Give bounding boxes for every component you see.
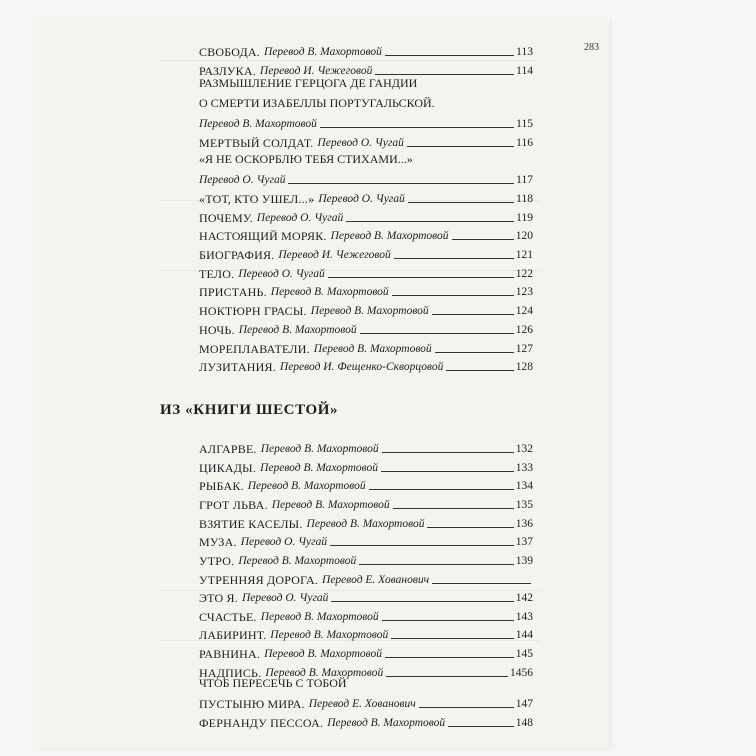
entry-page: 135 <box>515 499 533 511</box>
entry-translator: Перевод О. Чугай <box>256 212 344 224</box>
entry-translator: Перевод О. Чугай <box>238 268 325 280</box>
entry-title-line: ЧТОБ ПЕРЕСЕЧЬ С ТОБОЙ <box>199 676 347 690</box>
entry-page: 132 <box>515 443 533 455</box>
entry-page: 113 <box>516 46 533 58</box>
entry-translator: Перевод В. Махортовой <box>327 717 446 729</box>
entry-page: 123 <box>515 286 533 298</box>
entry-translator: Перевод В. Махортовой <box>270 286 389 298</box>
toc-entry <box>199 352 533 374</box>
entry-page: 139 <box>515 555 533 567</box>
entry-title: ФЕРНАНДУ ПЕССОА. <box>199 716 324 730</box>
entry-translator: Перевод В. Махортовой <box>247 480 366 492</box>
dot-leader <box>407 145 514 147</box>
entry-title: РАЗЛУКА. <box>199 64 256 78</box>
entry-title: ЦИКАДЫ. <box>199 461 257 475</box>
entry-page: 147 <box>515 698 533 710</box>
entry-page: 145 <box>515 648 533 660</box>
entry-page: 120 <box>515 230 533 242</box>
entry-translator: Перевод В. Махортовой <box>310 305 429 317</box>
entry-page: 144 <box>515 629 533 641</box>
entry-translator: Перевод В. Махортовой <box>306 518 425 530</box>
entry-title: РЫБАК. <box>199 479 244 493</box>
entry-page: 133 <box>515 462 533 474</box>
entry-title: МУЗА. <box>199 535 237 549</box>
entry-translator: Перевод В. Махортовой <box>199 118 317 130</box>
toc-entry <box>199 708 533 730</box>
entry-translator: Перевод Е. Хованович <box>308 698 416 710</box>
entry-page: 134 <box>515 480 533 492</box>
entry-page: 127 <box>515 343 533 355</box>
entry-translator: Перевод В. Махортовой <box>264 46 382 58</box>
entry-title: АЛГАРВЕ. <box>199 442 257 456</box>
entry-title: СЧАСТЬЕ. <box>199 610 257 624</box>
entry-title: НАДПИСЬ. <box>199 666 262 680</box>
entry-page: 117 <box>516 174 533 186</box>
entry-title: НОЧЬ. <box>199 323 235 337</box>
entry-title: НАСТОЯЩИЙ МОРЯК. <box>199 229 327 243</box>
entry-translator: Перевод О. Чугай <box>318 193 405 205</box>
entry-page: 116 <box>516 137 533 149</box>
entry-title-line: О СМЕРТИ ИЗАБЕЛЛЫ ПОРТУГАЛЬСКОЙ. <box>199 96 435 110</box>
entry-translator: Перевод О. Чугай <box>199 174 286 186</box>
entry-translator: Перевод В. Махортовой <box>260 443 379 455</box>
dot-leader <box>375 73 514 75</box>
entry-translator: Перевод В. Махортовой <box>238 324 357 336</box>
entry-title: ТЕЛО. <box>199 267 235 281</box>
entry-title: НОКТЮРН ГРАСЫ. <box>199 304 307 318</box>
entry-page: 126 <box>515 324 533 336</box>
entry-title: «ТОТ, КТО УШЕЛ...» <box>199 192 315 206</box>
entry-title: ПРИСТАНЬ. <box>199 285 267 299</box>
entry-translator: Перевод О. Чугай <box>317 137 404 149</box>
entry-page: 114 <box>516 65 533 77</box>
entry-translator: Перевод И. Чежеговой <box>259 65 373 77</box>
dot-leader <box>446 369 513 371</box>
entry-translator: Перевод В. Махортовой <box>270 629 389 641</box>
entry-translator: Перевод В. Махортовой <box>238 555 357 567</box>
entry-translator: Перевод В. Махортовой <box>264 648 382 660</box>
entry-title: ЛУЗИТАНИЯ. <box>199 360 276 374</box>
entry-translator: Перевод В. Махортовой <box>260 462 378 474</box>
entry-title: РАВНИНА. <box>199 647 261 661</box>
page-number: 283 <box>584 42 599 53</box>
dot-leader <box>448 725 514 727</box>
entry-page: 142 <box>515 592 533 604</box>
entry-page: 119 <box>516 212 533 224</box>
entry-page: 136 <box>515 518 533 530</box>
entry-title: ВЗЯТИЕ КАСЕЛЫ. <box>199 517 303 531</box>
entry-page: 122 <box>515 268 533 280</box>
entry-title: ПУСТЫНЮ МИРА. <box>199 697 305 711</box>
entry-page: 148 <box>515 717 533 729</box>
entry-translator: Перевод О. Чугай <box>241 592 329 604</box>
entry-page: 1456 <box>510 667 533 679</box>
entry-page: 124 <box>515 305 533 317</box>
entry-page: 143 <box>515 611 533 623</box>
toc-entry <box>199 56 533 78</box>
entry-page: 128 <box>515 361 533 373</box>
entry-title: ГРОТ ЛЬВА. <box>199 498 268 512</box>
entry-translator: Перевод В. Махортовой <box>330 230 449 242</box>
entry-translator: Перевод В. Махортовой <box>260 611 379 623</box>
section-title: ИЗ «КНИГИ ШЕСТОЙ» <box>160 402 339 418</box>
entry-translator: Перевод В. Махортовой <box>265 667 384 679</box>
entry-page: 137 <box>515 536 533 548</box>
entry-page: 115 <box>516 118 533 130</box>
entry-title: СВОБОДА. <box>199 45 261 59</box>
entry-title: УТРЕННЯЯ ДОРОГА. <box>199 573 319 587</box>
entry-title: УТРО. <box>199 554 235 568</box>
entry-translator: Перевод В. Махортовой <box>313 343 432 355</box>
entry-title: МОРЕПЛАВАТЕЛИ. <box>199 342 310 356</box>
entry-translator: Перевод В. Махортовой <box>271 499 390 511</box>
entry-page: 118 <box>516 193 533 205</box>
entry-title: ПОЧЕМУ. <box>199 211 253 225</box>
entry-translator: Перевод И. Фещенко-Скворцовой <box>279 361 444 373</box>
entry-title-line: РАЗМЫШЛЕНИЕ ГЕРЦОГА ДЕ ГАНДИИ <box>199 76 418 90</box>
entry-title-line: «Я НЕ ОСКОРБЛЮ ТЕБЯ СТИХАМИ...» <box>199 152 413 166</box>
entry-title: ЭТО Я. <box>199 591 238 605</box>
entry-title: МЕРТВЫЙ СОЛДАТ. <box>199 136 314 150</box>
entry-translator: Перевод И. Чежеговой <box>278 249 391 261</box>
dot-leader <box>386 675 508 677</box>
entry-page: 121 <box>515 249 533 261</box>
entry-translator: Перевод О. Чугай <box>240 536 328 548</box>
toc-entry <box>199 128 533 150</box>
entry-title: БИОГРАФИЯ. <box>199 248 275 262</box>
entry-title: ЛАБИРИНТ. <box>199 628 267 642</box>
entry-translator: Перевод Е. Хованович <box>322 574 430 586</box>
